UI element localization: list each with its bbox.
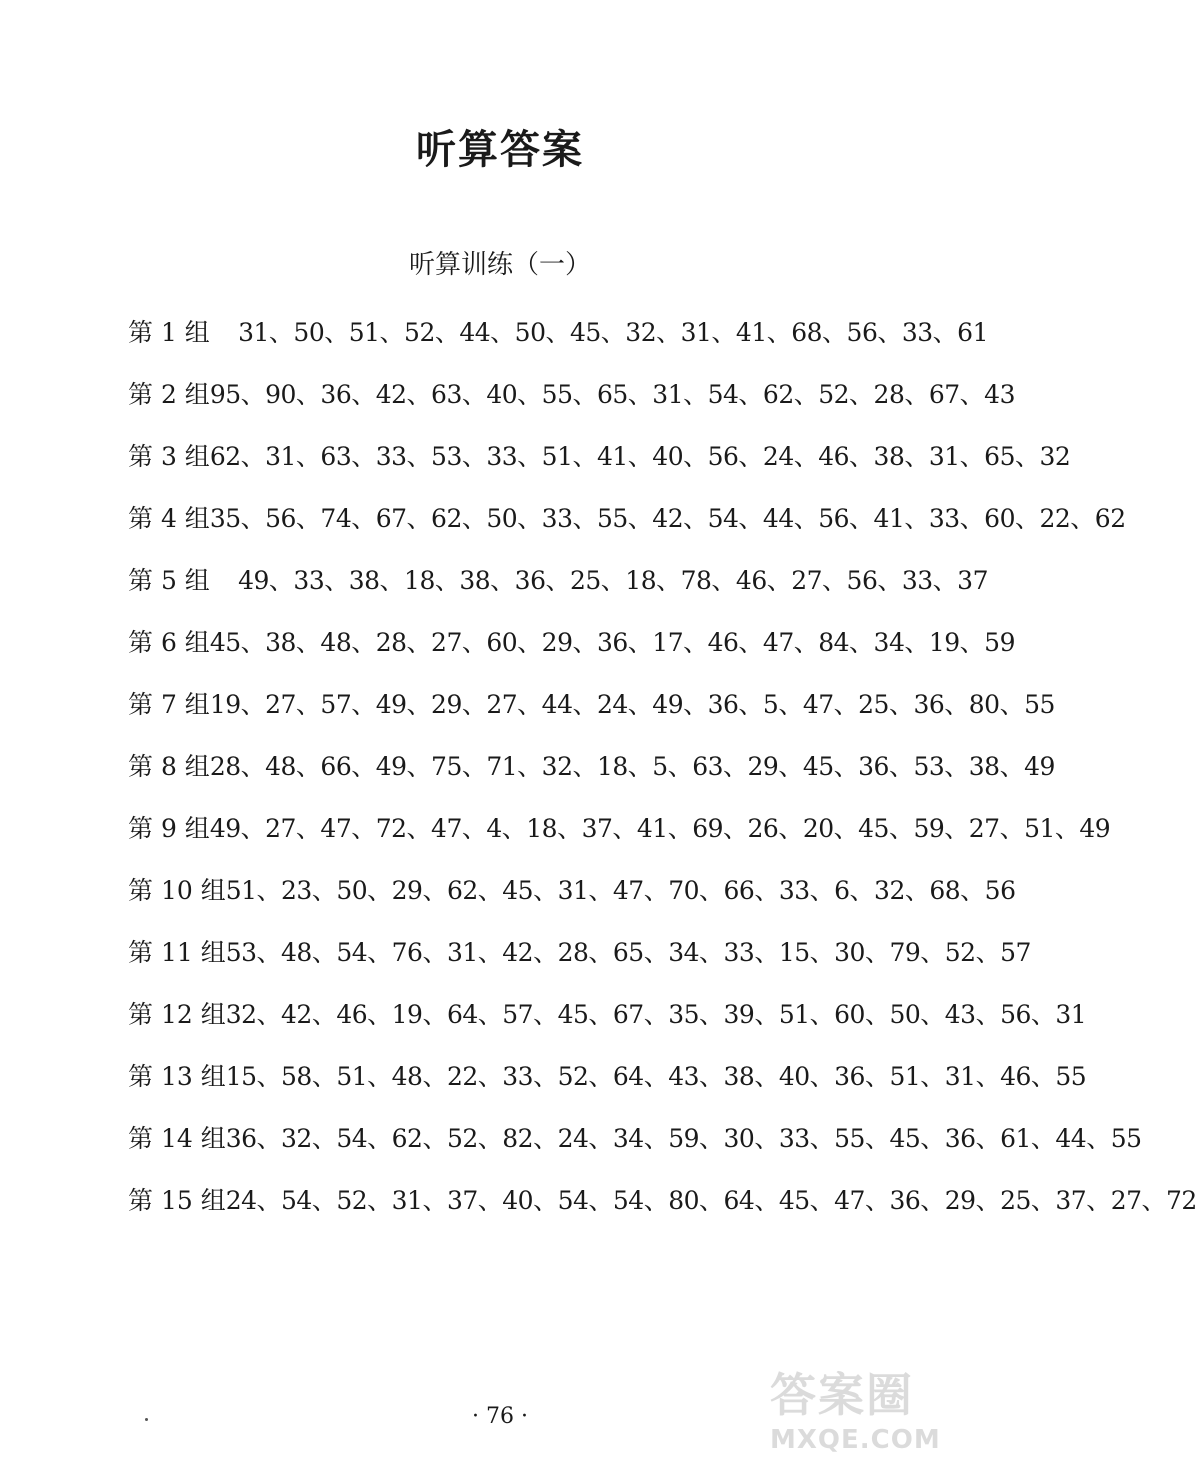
group-label: 第 14 组 [128,1124,226,1153]
group-label: 第 5 组 [128,566,210,595]
group-values: 95、90、36、42、63、40、55、65、31、54、62、52、28、67、43 [209,380,1015,409]
section-subtitle: 听算训练（一） [408,250,591,280]
group-label: 第 8 组 [128,752,210,781]
group-row-5 [128,548,988,610]
group-label: 第 1 组 [128,318,210,347]
group-values: 15、58、51、48、22、33、52、64、43、38、40、36、51、31、46、55 [225,1062,1087,1091]
group-values: 32、42、46、19、64、57、45、67、35、39、51、60、50、43、56、31 [225,1000,1087,1029]
page-number: · 76 · [472,1404,528,1429]
group-label: 第 15 组 [128,1186,226,1215]
group-label: 第 6 组 [128,628,210,657]
group-row-15 [128,1168,1197,1230]
group-values: 53、48、54、76、31、42、28、65、34、33、15、30、79、52、57 [225,938,1031,967]
group-label: 第 13 组 [128,1062,226,1091]
group-label: 第 2 组 [128,380,210,409]
group-values: 31、50、51、52、44、50、45、32、31、41、68、56、33、61 [238,318,988,347]
group-values: 45、38、48、28、27、60、29、36、17、46、47、84、34、19、59 [209,628,1015,657]
group-row-12 [128,982,1087,1044]
group-label: 第 3 组 [128,442,210,471]
group-row-14 [128,1106,1142,1168]
group-values: 49、33、38、18、38、36、25、18、78、46、27、56、33、37 [238,566,988,595]
watermark-logo [770,1359,980,1459]
watermark-text: 答案圈 [770,1368,914,1422]
group-row-9 [128,796,1111,858]
group-row-4 [128,486,1126,548]
group-label: 第 10 组 [128,876,226,905]
group-values: 24、54、52、31、37、40、54、54、80、64、45、47、36、29、25、37、27、72 [225,1186,1197,1215]
group-values: 36、32、54、62、52、82、24、34、59、30、33、55、45、36、61、44、55 [225,1124,1142,1153]
watermark-url: MXQE.COM [770,1425,941,1455]
group-row-3 [128,424,1071,486]
group-values: 19、27、57、49、29、27、44、24、49、36、5、47、25、36、80、55 [209,690,1055,719]
group-row-2 [128,362,1015,424]
group-row-1 [128,300,988,362]
group-label: 第 12 组 [128,1000,226,1029]
group-row-7 [128,672,1055,734]
group-row-8 [128,734,1055,796]
group-values: 51、23、50、29、62、45、31、47、70、66、33、6、32、68、56 [225,876,1016,905]
group-values: 49、27、47、72、47、4、18、37、41、69、26、20、45、59、27、51、49 [209,814,1111,843]
page-title: 听算答案 [416,127,584,173]
group-label: 第 11 组 [128,938,226,967]
group-label: 第 9 组 [128,814,210,843]
group-label: 第 4 组 [128,504,210,533]
group-values: 62、31、63、33、53、33、51、41、40、56、24、46、38、31、65、32 [209,442,1071,471]
answer-groups [128,300,1197,1230]
group-row-11 [128,920,1031,982]
group-row-6 [128,610,1015,672]
group-values: 28、48、66、49、75、71、32、18、5、63、29、45、36、53、38、49 [209,752,1055,781]
group-values: 35、56、74、67、62、50、33、55、42、54、44、56、41、33、60、22、62 [209,504,1126,533]
group-row-13 [128,1044,1087,1106]
group-row-10 [128,858,1016,920]
group-label: 第 7 组 [128,690,210,719]
